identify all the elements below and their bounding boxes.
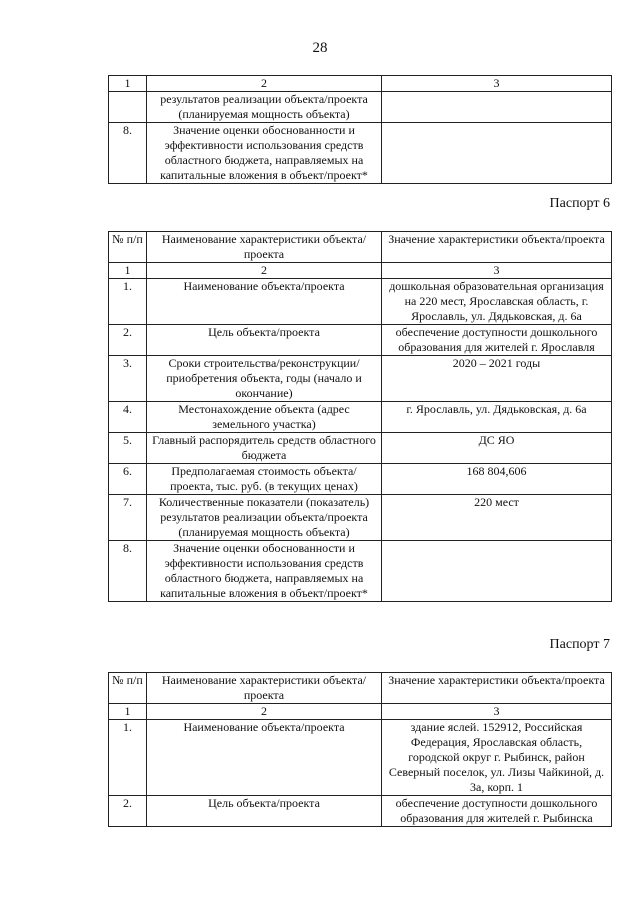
header-number: № п/п (109, 232, 147, 263)
col-number: 3 (382, 704, 612, 720)
col-number: 1 (109, 76, 147, 92)
row-num: 1. (109, 720, 147, 796)
table-header-row (109, 673, 612, 704)
row-num: 2. (109, 796, 147, 827)
table-continued (108, 75, 612, 184)
row-name: Значение оценки обоснованности и эффективности использования средств областного бюджета, направляемых на капитальные вложения в объект/проект* (147, 123, 382, 184)
col-number: 1 (109, 263, 147, 279)
row-name: Цель объекта/проекта (147, 325, 382, 356)
column-numbers-row (109, 263, 612, 279)
col-number: 3 (382, 263, 612, 279)
row-num: 2. (109, 325, 147, 356)
col-number: 3 (382, 76, 612, 92)
passport-6-table (108, 231, 612, 602)
row-name: Местонахождение объекта (адрес земельного участка) (147, 402, 382, 433)
row-num: 1. (109, 279, 147, 325)
row-value: 220 мест (382, 495, 612, 541)
row-num: 7. (109, 495, 147, 541)
table-row (109, 433, 612, 464)
row-num: 3. (109, 356, 147, 402)
table-row (109, 356, 612, 402)
row-name: Значение оценки обоснованности и эффективности использования средств областного бюджета, направляемых на капитальные вложения в объект/проект* (147, 541, 382, 602)
header-value: Значение характеристики объекта/проекта (382, 232, 612, 263)
table-row (109, 541, 612, 602)
row-value: 168 804,606 (382, 464, 612, 495)
row-name: Главный распорядитель средств областного бюджета (147, 433, 382, 464)
row-num (109, 92, 147, 123)
row-value: обеспечение доступности дошкольного образования для жителей г. Рыбинска (382, 796, 612, 827)
header-value: Значение характеристики объекта/проекта (382, 673, 612, 704)
row-name: Количественные показатели (показатель) результатов реализации объекта/проекта (планируемая мощность объекта) (147, 495, 382, 541)
col-number: 2 (147, 263, 382, 279)
row-value: дошкольная образовательная организация на 220 мест, Ярославская область, г. Ярославль, ул. Дядьковская, д. 6а (382, 279, 612, 325)
row-value: ДС ЯО (382, 433, 612, 464)
page-number: 28 (312, 40, 328, 56)
passport-7-table (108, 672, 612, 827)
row-value: г. Ярославль, ул. Дядьковская, д. 6а (382, 402, 612, 433)
table-row (109, 796, 612, 827)
row-name: Наименование объекта/проекта (147, 279, 382, 325)
row-name: результатов реализации объекта/проекта (планируемая мощность объекта) (147, 92, 382, 123)
col-number: 1 (109, 704, 147, 720)
table-row (109, 464, 612, 495)
row-value: здание яслей. 152912, Российская Федерация, Ярославская область, городской округ г. Рыбинск, район Северный поселок, ул. Лизы Чайкиной, д. 3а, корп. 1 (382, 720, 612, 796)
header-name: Наименование характеристики объекта/проекта (147, 673, 382, 704)
row-name: Сроки строительства/реконструкции/ приобретения объекта, годы (начало и окончание) (147, 356, 382, 402)
header-number: № п/п (109, 673, 147, 704)
table-row (109, 325, 612, 356)
row-value: обеспечение доступности дошкольного образования для жителей г. Ярославля (382, 325, 612, 356)
table-row (109, 402, 612, 433)
col-number: 2 (147, 704, 382, 720)
row-num: 8. (109, 541, 147, 602)
row-name: Цель объекта/проекта (147, 796, 382, 827)
row-num: 8. (109, 123, 147, 184)
col-number: 2 (147, 76, 382, 92)
row-name: Наименование объекта/проекта (147, 720, 382, 796)
table-row (109, 92, 612, 123)
passport-7-title: Паспорт 7 (549, 637, 610, 652)
header-name: Наименование характеристики объекта/проекта (147, 232, 382, 263)
row-name: Предполагаемая стоимость объекта/ проекта, тыс. руб. (в текущих ценах) (147, 464, 382, 495)
table-row (109, 123, 612, 184)
column-numbers-row (109, 704, 612, 720)
row-num: 5. (109, 433, 147, 464)
table-header-row (109, 232, 612, 263)
row-value (382, 123, 612, 184)
row-num: 4. (109, 402, 147, 433)
table-row (109, 279, 612, 325)
passport-6-title: Паспорт 6 (549, 196, 610, 211)
table-row (109, 495, 612, 541)
table-header-row (109, 76, 612, 92)
row-value (382, 92, 612, 123)
row-value: 2020 – 2021 годы (382, 356, 612, 402)
table-row (109, 720, 612, 796)
row-value (382, 541, 612, 602)
row-num: 6. (109, 464, 147, 495)
